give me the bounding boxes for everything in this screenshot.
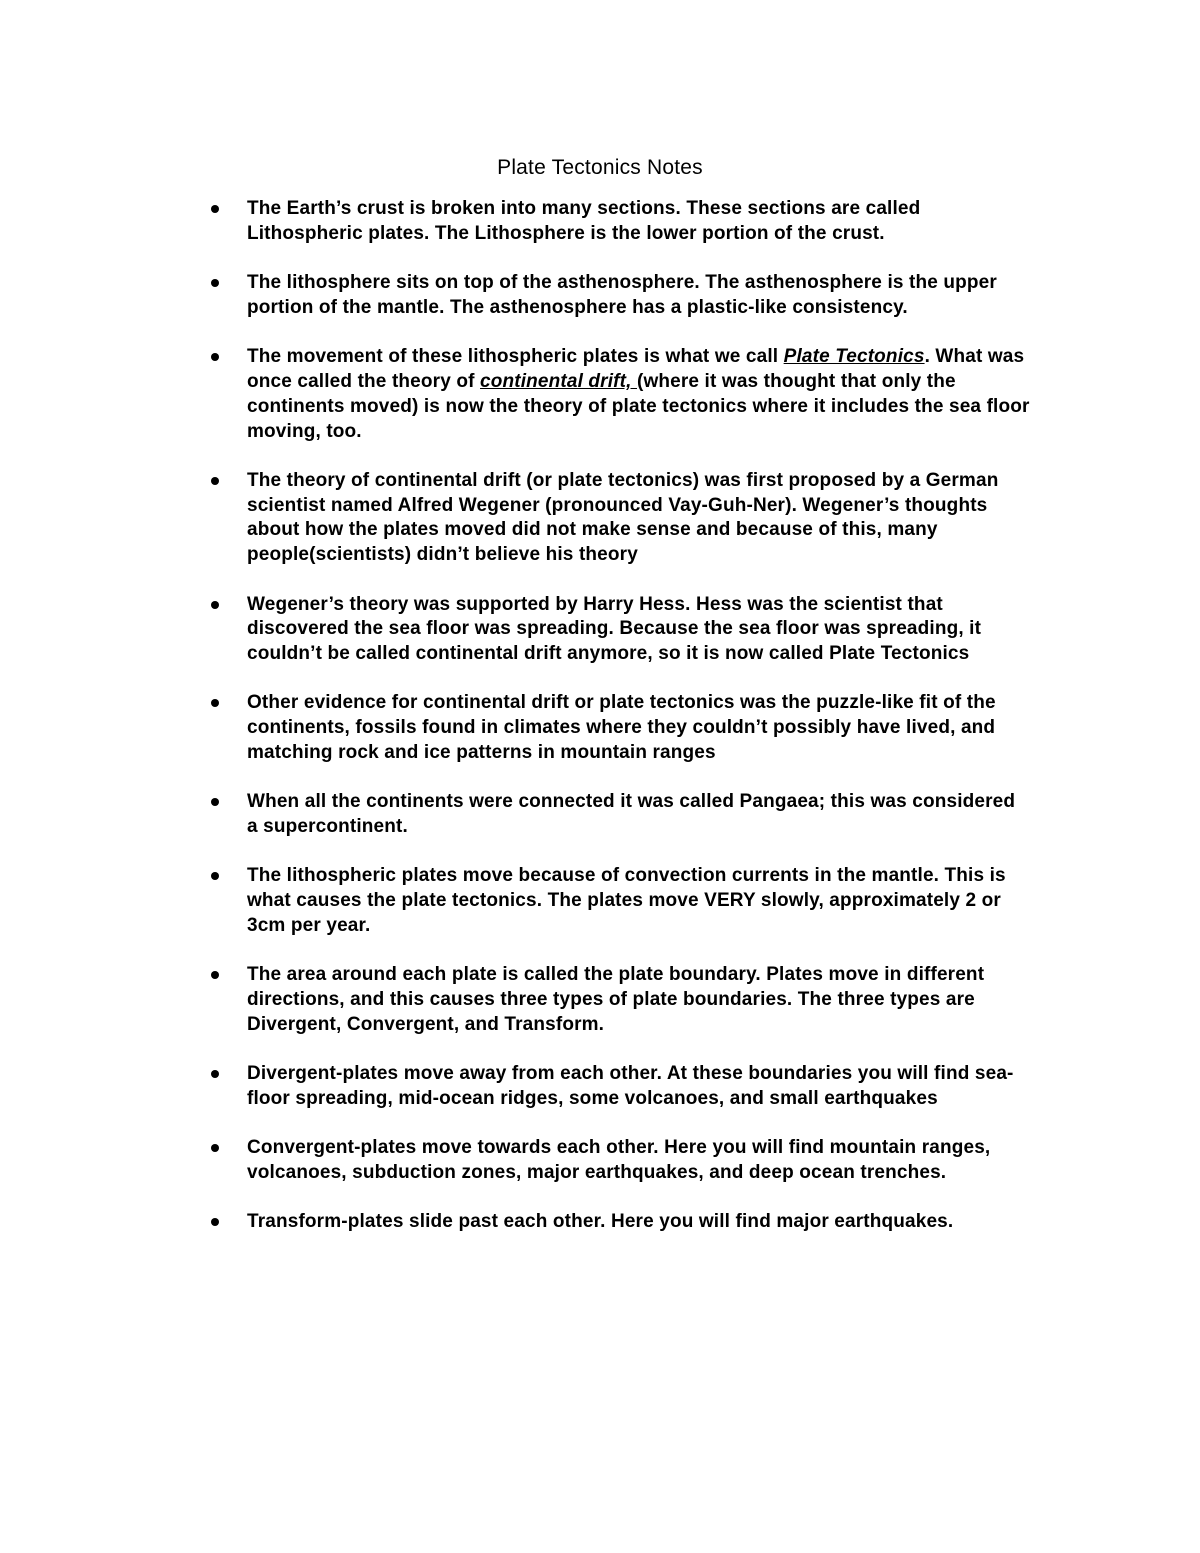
note-item-transform xyxy=(0,1210,1200,1235)
bullet-icon xyxy=(211,699,219,707)
note-item-plate-movement xyxy=(0,345,1200,444)
note-text-part: (where it was thought that only the continents moved) is now the theory of plate tectonics where it includes the sea floor moving, too. xyxy=(247,370,1030,442)
bullet-icon xyxy=(211,872,219,880)
bullet-icon xyxy=(211,353,219,361)
note-item-pangaea xyxy=(0,790,1200,840)
bullet-icon xyxy=(211,1144,219,1152)
bullet-icon xyxy=(211,601,219,609)
bullet-icon xyxy=(211,477,219,485)
note-item-crust xyxy=(0,197,1200,247)
note-item-hess xyxy=(0,593,1200,667)
note-text: Wegener’s theory was supported by Harry Hess. Hess was the scientist that discovered the sea floor was spreading. Because the sea floor was spreading, it couldn’t be called continental drift anymore, so it is now called Plate Tectonics xyxy=(247,593,982,665)
note-text-part: The movement of these lithospheric plates is what we call xyxy=(247,346,784,368)
bullet-icon xyxy=(211,279,219,287)
note-item-evidence xyxy=(0,691,1200,765)
note-text: When all the continents were connected it was called Pangaea; this was considered a supercontinent. xyxy=(247,791,1016,838)
note-item-convection xyxy=(0,864,1200,938)
bullet-icon xyxy=(211,205,219,213)
note-text: Transform-plates slide past each other. Here you will find major earthquakes. xyxy=(247,1211,954,1233)
bullet-icon xyxy=(211,1218,219,1226)
term-continental-drift: continental drift, xyxy=(480,370,637,392)
term-plate-tectonics: Plate Tectonics xyxy=(783,346,925,368)
note-item-boundaries xyxy=(0,963,1200,1037)
note-item-convergent xyxy=(0,1136,1200,1186)
note-item-divergent xyxy=(0,1062,1200,1112)
bullet-icon xyxy=(211,971,219,979)
note-item-wegener xyxy=(0,469,1200,568)
note-text: The lithosphere sits on top of the asthenosphere. The asthenosphere is the upper portion of the mantle. The asthenosphere has a plastic-like consistency. xyxy=(247,272,997,318)
notes-list xyxy=(0,197,1200,1260)
note-text: Convergent-plates move towards each other. Here you will find mountain ranges, volcanoes, subduction zones, major earthquakes, and deep ocean trenches. xyxy=(247,1137,991,1184)
bullet-icon xyxy=(211,1070,219,1078)
note-text: The lithospheric plates move because of convection currents in the mantle. This is what causes the plate tectonics. The plates move VERY slowly, approximately 2 or 3cm per year. xyxy=(247,865,1006,937)
page-title: Plate Tectonics Notes xyxy=(497,156,703,180)
note-text: The Earth’s crust is broken into many sections. These sections are called Lithospheric plates. The Lithosphere is the lower portion of the crust. xyxy=(247,198,921,244)
note-item-lithosphere xyxy=(0,271,1200,321)
bullet-icon xyxy=(211,798,219,806)
note-text: The theory of continental drift (or plate tectonics) was first proposed by a German scientist named Alfred Wegener (pronounced Vay-Guh-Ner). Wegener’s thoughts about how the plates moved did not make sense and because of this, many people(scientists) didn’t believe his theory xyxy=(247,469,999,566)
note-text: Divergent-plates move away from each other. At these boundaries you will find sea-floor spreading, mid-ocean ridges, some volcanoes, and small earthquakes xyxy=(247,1063,1014,1110)
note-text: Other evidence for continental drift or plate tectonics was the puzzle-like fit of the continents, fossils found in climates where they couldn’t possibly have lived, and matching rock and ice patterns in mountain ranges xyxy=(247,692,996,764)
note-text: The area around each plate is called the plate boundary. Plates move in different directions, and this causes three types of plate boundaries. The three types are Divergent, Convergent, and Transform. xyxy=(247,964,985,1035)
note-text-part: . What was once called the theory of xyxy=(247,346,1025,392)
